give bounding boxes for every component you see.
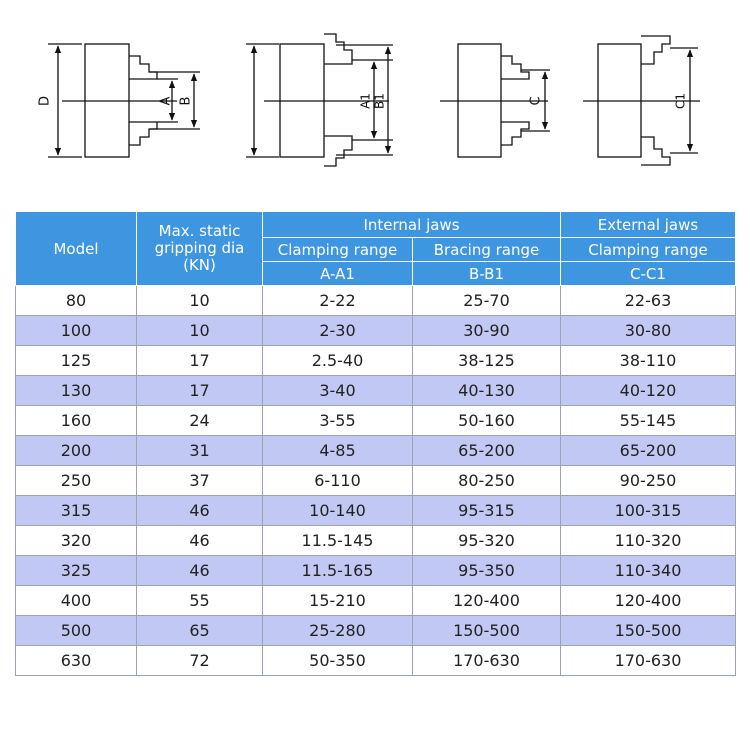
table-row xyxy=(16,496,736,526)
diagram-label-a: A xyxy=(158,96,174,106)
cell-a-a1: 4-85 xyxy=(263,436,413,466)
cell-a-a1: 2-22 xyxy=(263,286,413,316)
cell-b-b1: 80-250 xyxy=(413,466,561,496)
cell-c-c1: 55-145 xyxy=(561,406,736,436)
cell-a-a1: 15-210 xyxy=(263,586,413,616)
cell-c-c1: 110-340 xyxy=(561,556,736,586)
cell-a-a1: 50-350 xyxy=(263,646,413,676)
diagram-label-c1: C1 xyxy=(673,92,688,110)
cell-b-b1: 95-320 xyxy=(413,526,561,556)
cell-c-c1: 110-320 xyxy=(561,526,736,556)
header-internal-jaws: Internal jaws xyxy=(263,212,561,238)
diagram-label-b: B xyxy=(178,96,194,106)
cell-c-c1: 38-110 xyxy=(561,346,736,376)
table-row xyxy=(16,346,736,376)
cell-grip: 72 xyxy=(137,646,263,676)
header-a-a1: A-A1 xyxy=(263,262,413,286)
cell-b-b1: 30-90 xyxy=(413,316,561,346)
cell-b-b1: 95-315 xyxy=(413,496,561,526)
header-bracing-range: Bracing range xyxy=(413,238,561,262)
cell-a-a1: 11.5-165 xyxy=(263,556,413,586)
cell-a-a1: 10-140 xyxy=(263,496,413,526)
cell-grip: 37 xyxy=(137,466,263,496)
header-external-jaws: External jaws xyxy=(561,212,736,238)
cell-c-c1: 120-400 xyxy=(561,586,736,616)
header-model: Model xyxy=(16,212,137,286)
table-row xyxy=(16,466,736,496)
table-row xyxy=(16,406,736,436)
specification-table xyxy=(15,211,736,676)
cell-c-c1: 170-630 xyxy=(561,646,736,676)
cell-c-c1: 65-200 xyxy=(561,436,736,466)
cell-grip: 46 xyxy=(137,526,263,556)
header-grip-line-1: Max. static xyxy=(158,222,241,240)
cell-c-c1: 100-315 xyxy=(561,496,736,526)
diagram-label-a1: A1 xyxy=(358,93,373,109)
cell-model: 130 xyxy=(16,376,137,406)
cell-model: 630 xyxy=(16,646,137,676)
cell-c-c1: 30-80 xyxy=(561,316,736,346)
table-header xyxy=(16,212,736,286)
cell-model: 315 xyxy=(16,496,137,526)
header-clamping-range-internal: Clamping range xyxy=(263,238,413,262)
cell-c-c1: 22-63 xyxy=(561,286,736,316)
cell-a-a1: 2.5-40 xyxy=(263,346,413,376)
cell-a-a1: 3-40 xyxy=(263,376,413,406)
cell-model: 200 xyxy=(16,436,137,466)
table-row xyxy=(16,316,736,346)
header-b-b1: B-B1 xyxy=(413,262,561,286)
table-row xyxy=(16,436,736,466)
table-row xyxy=(16,286,736,316)
cell-grip: 17 xyxy=(137,376,263,406)
header-grip-line-2: gripping dia xyxy=(154,239,245,257)
header-grip-line-3: (KN) xyxy=(183,256,216,274)
cell-b-b1: 120-400 xyxy=(413,586,561,616)
diagram-internal-jaws-a-b xyxy=(48,44,200,157)
cell-model: 80 xyxy=(16,286,137,316)
cell-grip: 10 xyxy=(137,316,263,346)
diagram-label-b1: B1 xyxy=(372,93,387,109)
cell-model: 250 xyxy=(16,466,137,496)
cell-model: 125 xyxy=(16,346,137,376)
diagram-label-d: D xyxy=(37,95,53,107)
cell-c-c1: 40-120 xyxy=(561,376,736,406)
cell-a-a1: 2-30 xyxy=(263,316,413,346)
header-clamping-range-external: Clamping range xyxy=(561,238,736,262)
cell-model: 100 xyxy=(16,316,137,346)
cell-grip: 10 xyxy=(137,286,263,316)
cell-b-b1: 95-350 xyxy=(413,556,561,586)
cell-grip: 55 xyxy=(137,586,263,616)
cell-b-b1: 40-130 xyxy=(413,376,561,406)
table-row xyxy=(16,376,736,406)
cell-model: 500 xyxy=(16,616,137,646)
cell-grip: 31 xyxy=(137,436,263,466)
cell-grip: 46 xyxy=(137,496,263,526)
cell-b-b1: 170-630 xyxy=(413,646,561,676)
cell-b-b1: 150-500 xyxy=(413,616,561,646)
cell-model: 400 xyxy=(16,586,137,616)
table-row xyxy=(16,556,736,586)
cell-b-b1: 25-70 xyxy=(413,286,561,316)
cell-model: 325 xyxy=(16,556,137,586)
cell-grip: 65 xyxy=(137,616,263,646)
cell-model: 160 xyxy=(16,406,137,436)
cell-grip: 46 xyxy=(137,556,263,586)
cell-c-c1: 90-250 xyxy=(561,466,736,496)
table-row xyxy=(16,616,736,646)
cell-b-b1: 50-160 xyxy=(413,406,561,436)
header-c-c1: C-C1 xyxy=(561,262,736,286)
cell-c-c1: 150-500 xyxy=(561,616,736,646)
table-row xyxy=(16,526,736,556)
table-body xyxy=(16,286,736,676)
cell-grip: 17 xyxy=(137,346,263,376)
table-row xyxy=(16,586,736,616)
cell-b-b1: 38-125 xyxy=(413,346,561,376)
cell-a-a1: 11.5-145 xyxy=(263,526,413,556)
chuck-diagrams xyxy=(0,0,750,200)
cell-grip: 24 xyxy=(137,406,263,436)
table-row xyxy=(16,646,736,676)
cell-a-a1: 3-55 xyxy=(263,406,413,436)
cell-model: 320 xyxy=(16,526,137,556)
cell-b-b1: 65-200 xyxy=(413,436,561,466)
header-gripping-force xyxy=(137,212,263,286)
diagram-label-c: C xyxy=(528,96,544,106)
cell-a-a1: 6-110 xyxy=(263,466,413,496)
cell-a-a1: 25-280 xyxy=(263,616,413,646)
